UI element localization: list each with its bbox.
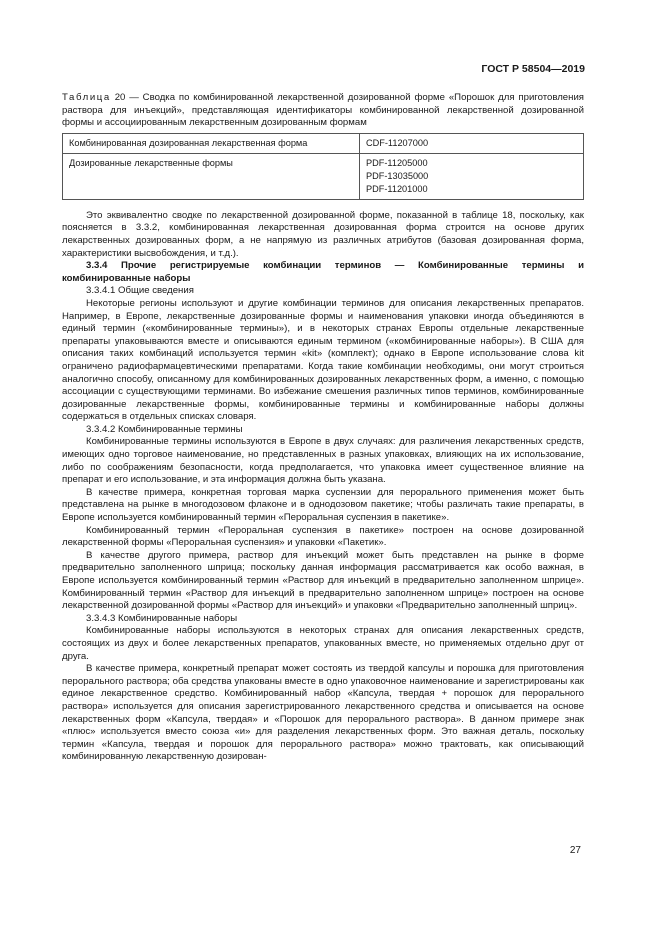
paragraph: В качестве другого примера, раствор для инъекций может быть представлен на рынке в форме предварительно заполненного шприца; поскольку данная информация рассматривается как особо важная, в Европе используется комбинированный термин «Раствор для инъекций в предварительно заполненном шприце». Комбинированный термин «Раствор для инъекций в предварительно заполненном шприце» построен на основе лекарственной дозированной формы «Раствор для инъекций» и упаковки «Предварительно заполненный шприц». — [62, 549, 584, 612]
section-heading: 3.3.4 Прочие регистрируемые комбинации терминов — Комбинированные термины и комбинированные наборы — [62, 260, 584, 284]
page-number: 27 — [569, 845, 581, 856]
table-caption — [62, 92, 584, 130]
table-cell-codes — [359, 153, 583, 199]
page-content — [62, 92, 584, 764]
table-cell-codes — [359, 133, 583, 153]
paragraph: Комбинированный термин «Пероральная суспензия в пакетике» построен на основе дозированной лекарственной формы «Пероральная суспензия» и упаковки «Пакетик». — [62, 524, 584, 549]
subsection-heading: 3.3.4.1 Общие сведения — [86, 285, 194, 297]
table-cell-label: Комбинированная дозированная лекарственная форма — [63, 133, 360, 153]
table-cell-label: Дозированные лекарственные формы — [63, 153, 360, 199]
code-value: PDF-11201000 — [365, 183, 428, 194]
paragraph: Это эквивалентно сводке по лекарственной дозированной форме, показанной в таблице 18, поскольку, как поясняется в 3.3.2, комбинированная лекарственная дозированная форма строится на основе других лекарственных дозированных форм, а не напрямую из различных атрибутов (базовая дозированная форма, характеристики высвобождения, и т.д.). — [62, 209, 584, 259]
subsection-heading: 3.3.4.3 Комбинированные наборы — [86, 612, 238, 624]
summary-table — [62, 133, 584, 200]
standard-id: ГОСТ Р 58504—2019 — [481, 63, 585, 75]
subsection-heading: 3.3.4.2 Комбинированные термины — [86, 423, 243, 435]
table-row — [63, 153, 584, 199]
table-row — [63, 133, 584, 153]
paragraph: Некоторые регионы используют и другие комбинации терминов для описания лекарственных препаратов. Например, в Европе, лекарственные дозированные формы и наименования упаковки иногда объединяются в единый термин («комбинированные термины»), и в некоторых странах Европы отдельные лекарственные препараты упаковываются вместе и описываются единым термином («комбинированные наборы»). В США для описания таких комбинаций используется термин «kit» (комплект); однако в Европе использование слова kit ограничено радиофармацевтическими препаратами. Когда такие комбинации необходимы, они могут строиться аналогично способу, описанному для комбинированных дозированных лекарственных форм, а именно, с помощью ассоциации с существующими терминами. Во избежание смешения различных типов терминов, комбинированные дозированные лекарственные формы, комбинированные термины и комбинированные наборы должны содержаться в отдельных списках словаря. — [62, 297, 584, 423]
table-caption-label: Таблица — [62, 92, 111, 103]
paragraph: В качестве примера, конкретная торговая марка суспензии для перорального применения может быть представлена на рынке в многодозовом флаконе и в однодозовом пакетике; чтобы различать такие препараты, в Европе используется комбинированный термин «Пероральная суспензия в пакетике». — [62, 486, 584, 524]
code-value: PDF-11205000 — [365, 157, 428, 168]
code-value: CDF-11207000 — [365, 137, 429, 148]
paragraph: Комбинированные термины используются в Европе в двух случаях: для различения лекарственных средств, имеющих одно торговое наименование, но представленных в разных упаковках, влияющих на их использование, либо по соображениям безопасности, когда предполагается, что упаковка имеет существенное влияние на препарат и его использование, и эта информация должна быть указана. — [62, 436, 584, 486]
table-caption-text: 20 — Сводка по комбинированной лекарственной дозированной форме «Порошок для приготовления раствора для инъекций», представляющая идентификаторы комбинированной лекарственной дозированной формы и ассоциированным лекарственным дозированным формам — [62, 92, 584, 129]
paragraph: Комбинированные наборы используются в некоторых странах для описания лекарственных средств, состоящих из двух и более лекарственных препаратов, упакованных вместе, но применяемых отдельно друг от друга. — [62, 625, 584, 662]
code-value: PDF-13035000 — [365, 170, 429, 181]
paragraph: В качестве примера, конкретный препарат может состоять из твердой капсулы и порошка для приготовления перорального раствора; оба средства упакованы вместе в одно упаковочное наименование и зарегистрированы как единое лекарственное средство. Комбинированный набор «Капсула, твердая + порошок для перорального раствора» используется для описания зарегистрированного лекарственного средства и описывается на основе лекарственных форм «Капсула, твердая» и «Порошок для перорального раствора». В данном примере знак «плюс» используется вместо союза «и» для разделения лекарственных форм. Это важная деталь, поскольку термин «Капсула, твердая и порошок для перорального раствора» можно трактовать, как описывающий комбинированную лекарственную дозирован- — [62, 663, 584, 763]
